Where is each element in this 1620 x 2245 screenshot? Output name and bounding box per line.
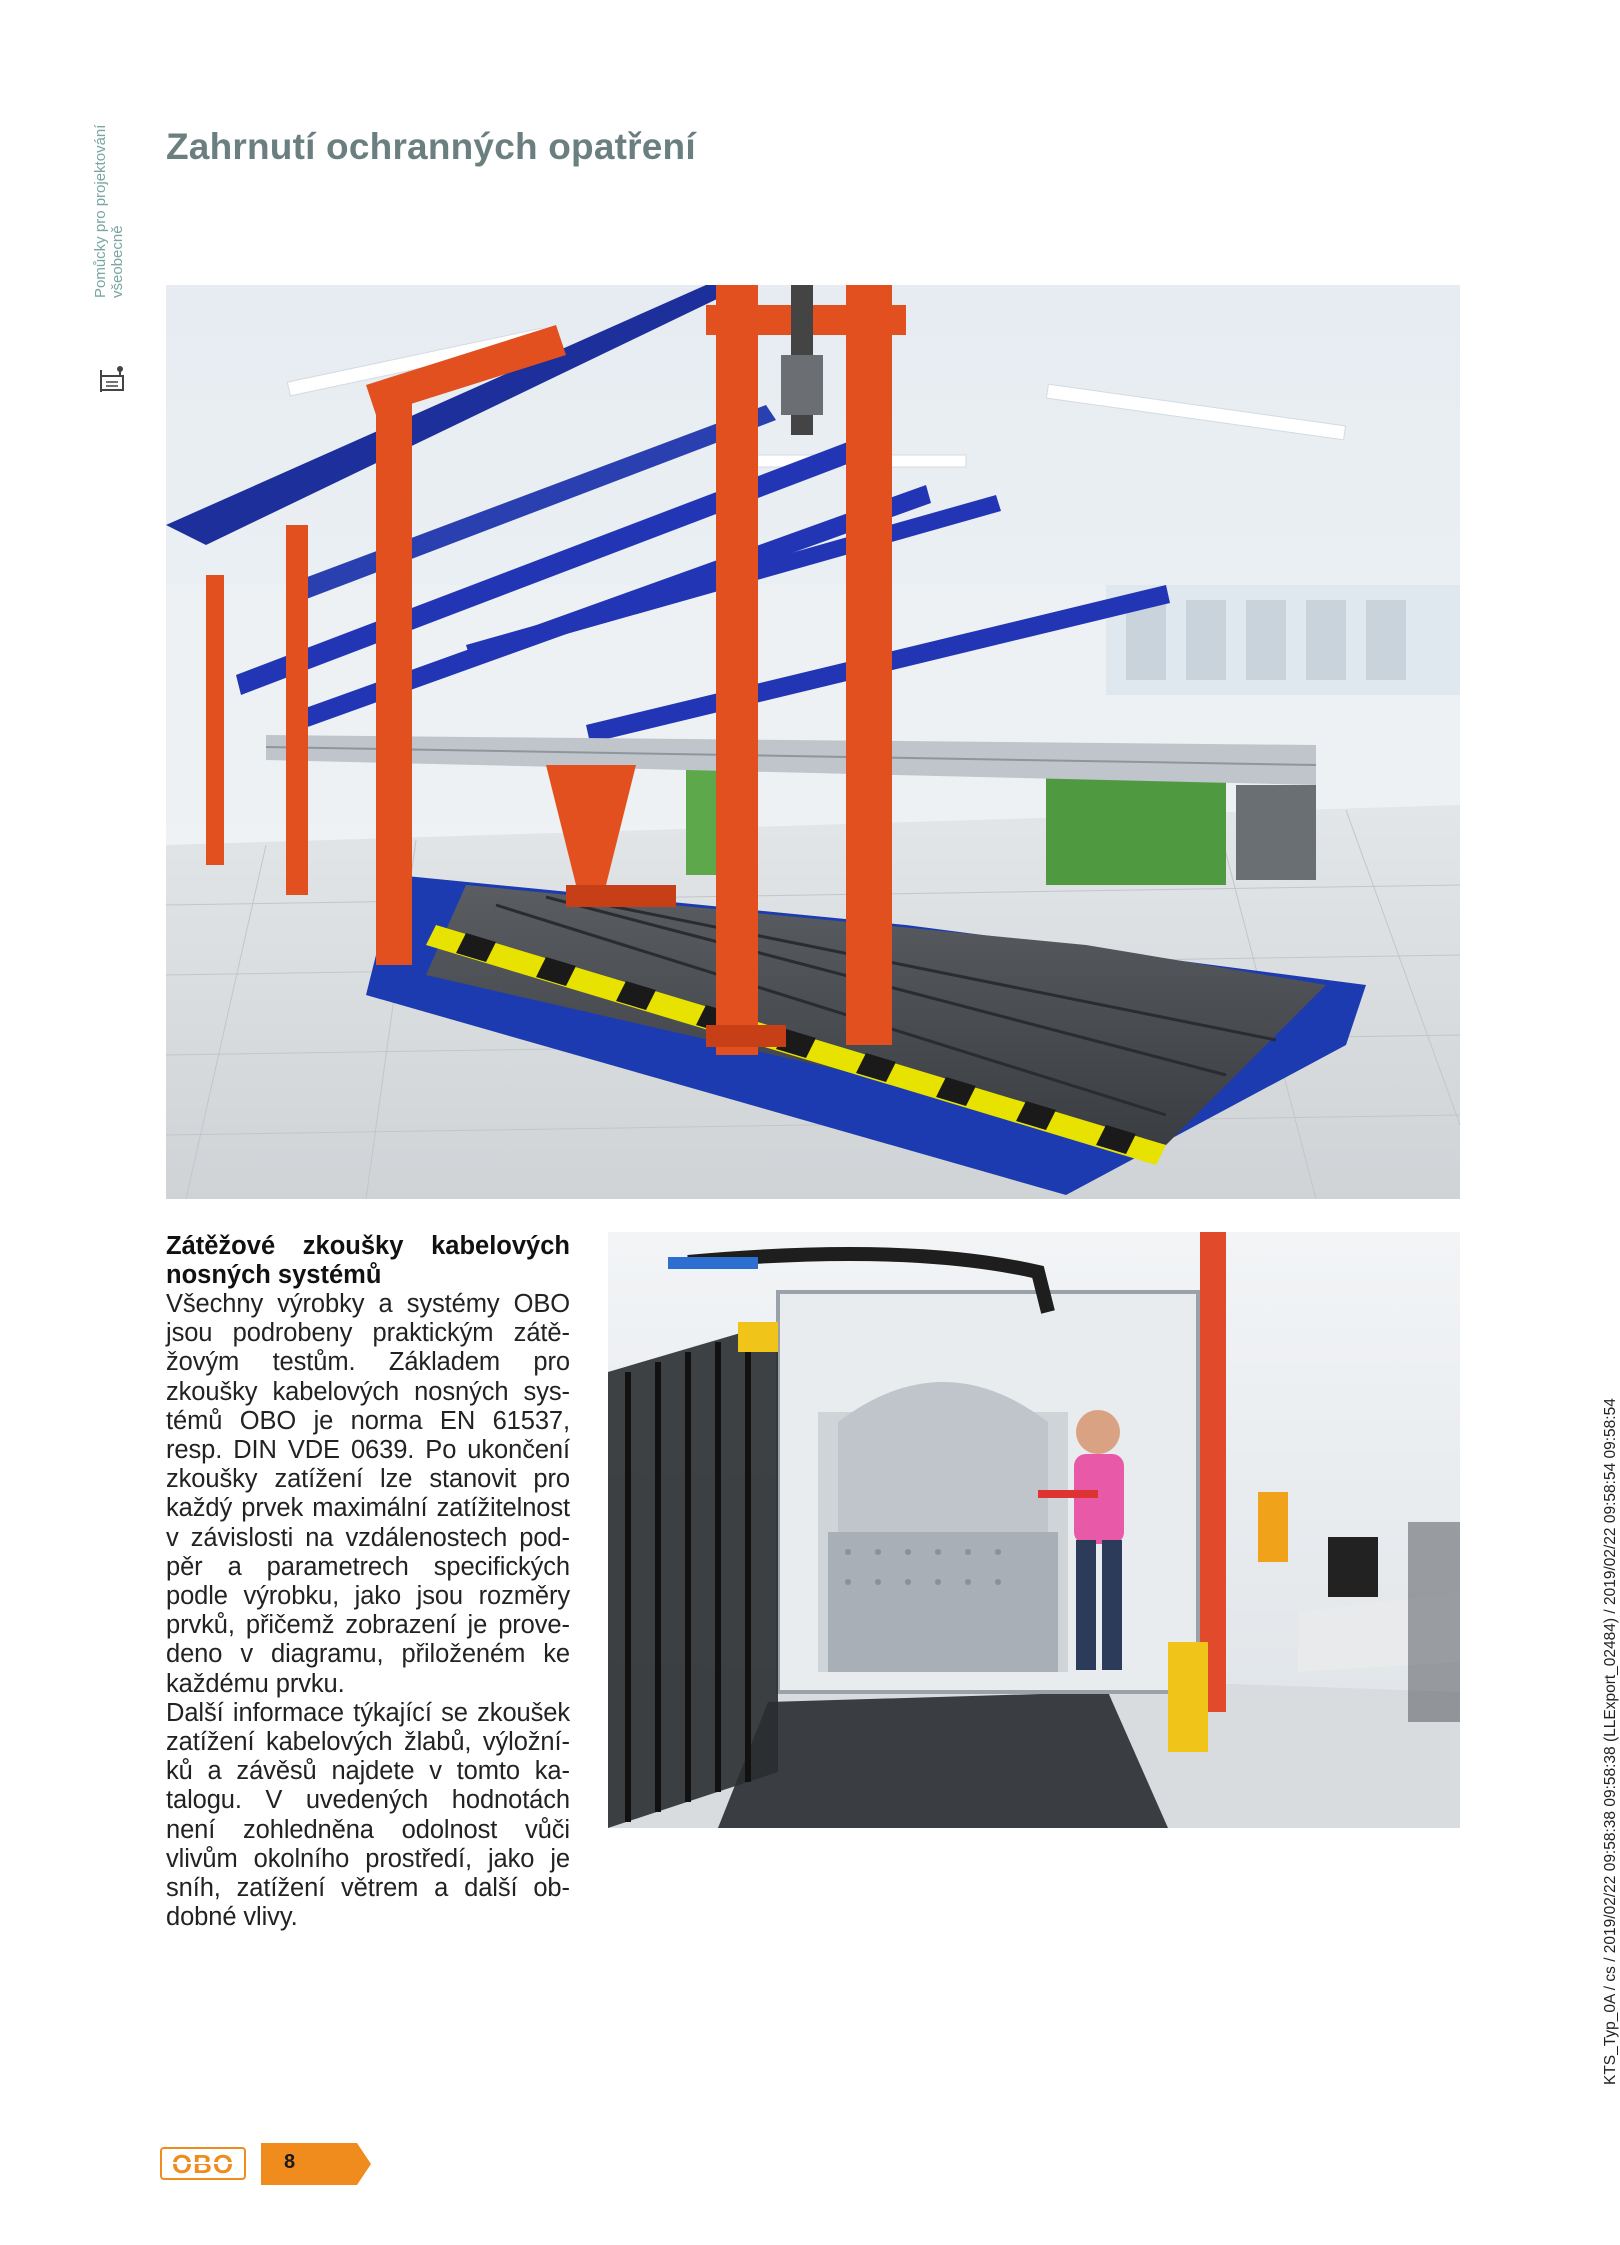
article-paragraph: Další informace týkající se zkoušek zatížení kabelových žlabů, výložníků a závěsů najdete v tomto katalogu. V uvedených hodnotách není zohledněna odolnost vůči vlivům okolního prostředí, jako je sníh, zatížení větrem a další obdobné vlivy. bbox=[166, 1698, 570, 1932]
test-chamber-photo bbox=[608, 1232, 1460, 1828]
page-number-tab bbox=[261, 2143, 371, 2185]
obo-logo bbox=[160, 2146, 246, 2182]
side-label-line-1: Pomůcky pro projektování bbox=[92, 124, 109, 298]
load-test-hall-photo bbox=[166, 285, 1460, 1199]
print-job-metadata: KTS_Typ_0A / cs / 2019/02/22 09:58:38 09:58:38 (LLExport_02484) / 2019/02/22 09:58:54 09:58:54 bbox=[1602, 1398, 1619, 2085]
obo-logo-text: OBO bbox=[171, 2149, 235, 2179]
page-number: 8 bbox=[284, 2151, 296, 2173]
cable-tray-ruler-icon bbox=[98, 364, 126, 394]
side-label-line-2: všeobecně bbox=[109, 225, 126, 298]
article-title: Zátěžové zkoušky kabelových nosných systémů bbox=[166, 1232, 570, 1289]
article bbox=[166, 1232, 570, 1932]
section-side-label bbox=[92, 78, 126, 298]
article-paragraph: Všechny výrobky a systémy OBO jsou podrobeny praktickým zátěžovým testům. Základem pro zkoušky kabelových nosných systémů OBO je norma EN 61537, resp. DIN VDE 0639. Po ukončení zkoušky zatížení lze stanovit pro každý prvek maximální zatížitelnost v závislosti na vzdálenostech podpěr a parametrech specifických podle výrobku, jako jsou rozměry prvků, přičemž zobrazení je provedeno v diagramu, přiloženém ke každému prvku. bbox=[166, 1290, 570, 1698]
page-title: Zahrnutí ochranných opatření bbox=[166, 126, 696, 167]
